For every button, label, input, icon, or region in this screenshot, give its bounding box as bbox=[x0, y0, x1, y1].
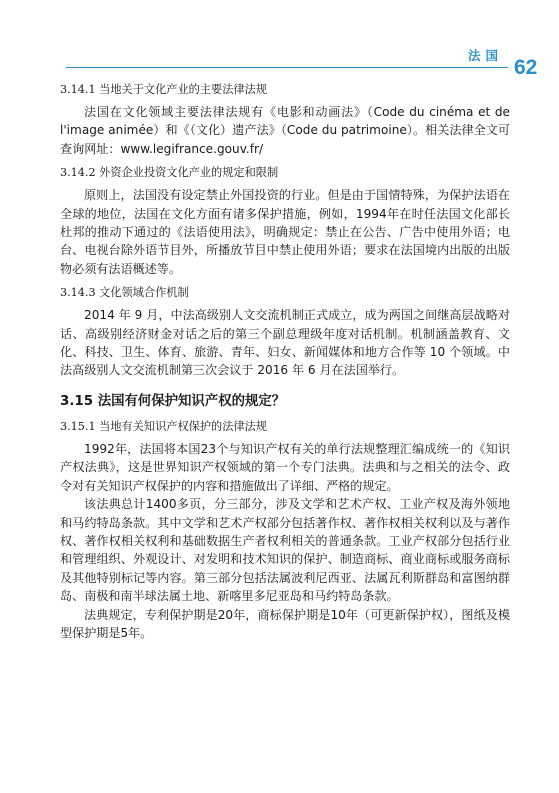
paragraph-3-14-2: 原则上，法国没有设定禁止外国投资的行业。但是由于国情特殊，为保护法语在全球的地位，法国在文化方面有诸多保护措施，例如，1994年在时任法国文化部长杜邦的推动下通过的《法语使用法》，明确规定：禁止在公告、广告中使用外语；电台、电视台除外语节目外，所播放节目中禁止使用外语；要求在法国境内出版的出版物必须有法语概述等。 bbox=[60, 188, 510, 276]
heading-3-15-1: 3.15.1 当地有关知识产权保护的法律法规 bbox=[60, 419, 267, 433]
heading-3-14-1: 3.14.1 当地关于文化产业的主要法律法规 bbox=[60, 83, 267, 96]
page-content bbox=[60, 82, 510, 642]
page-number: 62 bbox=[514, 56, 538, 79]
paragraph-3-14-1: 法国在文化领域主要法律法规有《电影和动画法》（Code du cinéma et de l'image animée）和《（文化）遗产法》（Code du patrimoine）。相关法律全文可查询网址：www.legifrance.gouv.fr/ bbox=[60, 105, 510, 156]
heading-3-14-2: 3.14.2 外资企业投资文化产业的规定和限制 bbox=[60, 166, 279, 180]
paragraph-3-15-1-a: 1992年，法国将本国23个与知识产权有关的单行法规整理汇编成统一的《知识产权法典》，这是世界知识产权领域的第一个专门法典。法典和与之相关的法令、政令对有关知识产权保护的内容和措施做出了详细、严格的规定。 bbox=[60, 441, 510, 493]
paragraph-3-14-3: 2014 年 9 月，中法高级别人文交流机制正式成立，成为两国之间继高层战略对话、高级别经济财金对话之后的第三个副总理级年度对话机制。机制涵盖教育、文化、科技、卫生、体育、旅游、青年、妇女、新闻媒体和地方合作等 10 个领域。中法高级别人文交流机制第三次会议于 2016 年 6 月在法国举行。 bbox=[60, 308, 510, 378]
heading-3-15: 3.15 法国有何保护知识产权的规定？ bbox=[60, 393, 286, 409]
section-label: 法国 bbox=[468, 48, 504, 63]
heading-3-14-3: 3.14.3 文化领域合作机制 bbox=[60, 286, 189, 300]
paragraph-3-15-1-c: 法典规定，专利保护期是20年，商标保护期是10年（可更新保护权），图纸及模型保护期是5年。 bbox=[60, 607, 510, 640]
header-rule bbox=[66, 67, 508, 68]
paragraph-3-15-1-b: 该法典总计1400多页，分三部分，涉及文学和艺术产权、工业产权及海外领地和马约特岛条款。其中文学和艺术产权部分包括著作权、著作权相关权利以及与著作权、著作权相关权利和基础数据生产者权利相关的普通条款。工业产权部分包括行业和管理组织、外观设计、对发明和技术知识的保护、制造商标、商业商标或服务商标及其他特别标记等内容。第三部分包括法属波利尼西亚、法属瓦利斯群岛和富图纳群岛、南极和南半球法属土地、新喀里多尼亚岛和马约特岛条款。 bbox=[60, 497, 510, 604]
